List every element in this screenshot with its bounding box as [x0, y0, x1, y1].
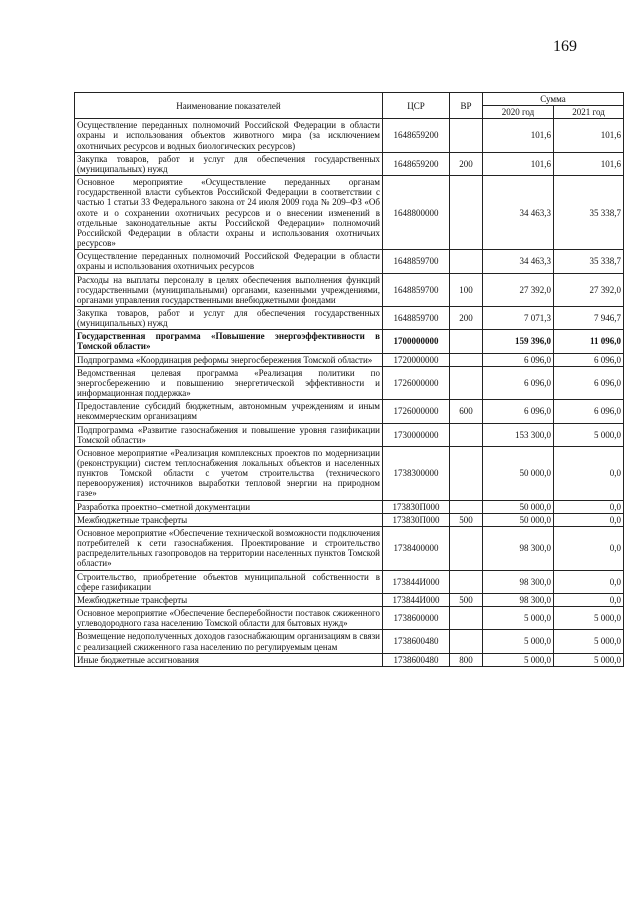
- row-name-cell: Основное мероприятие «Осуществление переданных органам государственной власти субъектов Российской Федерации в соответствии с частью 1 статьи 33 Федерального закона от 24 июля 2009 года № 209–ФЗ «Об охоте и о сохранении охотничьих ресурсов и о внесении изменений в отдельные законодательные акты Российской Федерации» полномочий Российской Федерации в области охраны и использования охотничьих ресурсов»: [75, 176, 383, 250]
- row-sum-2021-cell: 6 096,0: [554, 353, 624, 366]
- row-csr-cell: 1700000000: [383, 330, 450, 353]
- row-sum-2021-cell: 101,6: [554, 119, 624, 152]
- row-vr-cell: [450, 353, 483, 366]
- table-row: [75, 152, 624, 175]
- table-row: [75, 366, 624, 399]
- row-vr-cell: 800: [450, 653, 483, 666]
- row-sum-2020-cell: 6 096,0: [483, 400, 554, 423]
- row-csr-cell: 1648659200: [383, 152, 450, 175]
- row-vr-cell: [450, 366, 483, 399]
- row-csr-cell: 173844И000: [383, 593, 450, 606]
- row-name-cell: Разработка проектно–сметной документации: [75, 500, 383, 513]
- row-name-cell: Закупка товаров, работ и услуг для обеспечения государственных (муниципальных) нужд: [75, 306, 383, 329]
- row-sum-2021-cell: 5 000,0: [554, 423, 624, 446]
- row-name-cell: Подпрограмма «Координация реформы энергосбережения Томской области»: [75, 353, 383, 366]
- row-csr-cell: 1738300000: [383, 446, 450, 500]
- table-row: [75, 400, 624, 423]
- row-vr-cell: [450, 446, 483, 500]
- row-csr-cell: 173830П000: [383, 513, 450, 526]
- row-csr-cell: 1720000000: [383, 353, 450, 366]
- row-vr-cell: [450, 630, 483, 653]
- row-sum-2020-cell: 50 000,0: [483, 500, 554, 513]
- row-name-cell: Ведомственная целевая программа «Реализация политики по энергосбережению и повышению энергетической эффективности и информационная поддержка»: [75, 366, 383, 399]
- row-vr-cell: 200: [450, 152, 483, 175]
- row-name-cell: Расходы на выплаты персоналу в целях обеспечения выполнения функций государственными (муниципальными) органами, казенными учреждениями, органами управления государственными внебюджетными фондами: [75, 273, 383, 306]
- page-number: 169: [553, 38, 577, 55]
- table-row: [75, 273, 624, 306]
- row-vr-cell: 500: [450, 513, 483, 526]
- row-vr-cell: [450, 526, 483, 570]
- row-name-cell: Осуществление переданных полномочий Российской Федерации в области охраны и использования охотничьих ресурсов: [75, 250, 383, 273]
- row-csr-cell: 1648800000: [383, 176, 450, 250]
- row-name-cell: Иные бюджетные ассигнования: [75, 653, 383, 666]
- row-sum-2021-cell: 0,0: [554, 500, 624, 513]
- table-row: [75, 306, 624, 329]
- row-csr-cell: 173830П000: [383, 500, 450, 513]
- row-sum-2020-cell: 5 000,0: [483, 653, 554, 666]
- row-vr-cell: 600: [450, 400, 483, 423]
- row-sum-2021-cell: 5 000,0: [554, 607, 624, 630]
- table-row: [75, 500, 624, 513]
- row-vr-cell: [450, 176, 483, 250]
- row-sum-2020-cell: 7 071,3: [483, 306, 554, 329]
- row-sum-2021-cell: 0,0: [554, 446, 624, 500]
- row-sum-2020-cell: 34 463,3: [483, 250, 554, 273]
- row-vr-cell: [450, 250, 483, 273]
- row-sum-2021-cell: 5 000,0: [554, 653, 624, 666]
- row-csr-cell: 1730000000: [383, 423, 450, 446]
- table-row: [75, 526, 624, 570]
- row-vr-cell: [450, 607, 483, 630]
- table-row: [75, 593, 624, 606]
- row-sum-2021-cell: 7 946,7: [554, 306, 624, 329]
- row-sum-2020-cell: 5 000,0: [483, 607, 554, 630]
- row-vr-cell: [450, 570, 483, 593]
- row-sum-2021-cell: 6 096,0: [554, 366, 624, 399]
- row-sum-2020-cell: 153 300,0: [483, 423, 554, 446]
- row-sum-2021-cell: 11 096,0: [554, 330, 624, 353]
- row-vr-cell: [450, 500, 483, 513]
- row-sum-2020-cell: 101,6: [483, 152, 554, 175]
- row-sum-2021-cell: 5 000,0: [554, 630, 624, 653]
- row-sum-2021-cell: 35 338,7: [554, 176, 624, 250]
- budget-table: [74, 92, 624, 667]
- row-csr-cell: 1738600000: [383, 607, 450, 630]
- header-sum: Сумма: [483, 93, 624, 106]
- header-name: Наименование показателей: [75, 93, 383, 119]
- table-row: [75, 250, 624, 273]
- row-sum-2020-cell: 98 300,0: [483, 570, 554, 593]
- row-sum-2020-cell: 6 096,0: [483, 366, 554, 399]
- row-csr-cell: 1726000000: [383, 366, 450, 399]
- header-year-2020: 2020 год: [483, 106, 554, 119]
- row-name-cell: Осуществление переданных полномочий Российской Федерации в области охраны и использования объектов животного мира (за исключением охотничьих ресурсов и водных биологических ресурсов): [75, 119, 383, 152]
- row-sum-2021-cell: 6 096,0: [554, 400, 624, 423]
- row-csr-cell: 1738600480: [383, 630, 450, 653]
- row-name-cell: Подпрограмма «Развитие газоснабжения и повышение уровня газификации Томской области»: [75, 423, 383, 446]
- table-body: [75, 119, 624, 667]
- row-vr-cell: 500: [450, 593, 483, 606]
- table-row: [75, 630, 624, 653]
- row-sum-2021-cell: 0,0: [554, 570, 624, 593]
- row-name-cell: Государственная программа «Повышение энергоэффективности в Томской области»: [75, 330, 383, 353]
- row-csr-cell: 1648859700: [383, 273, 450, 306]
- row-sum-2020-cell: 27 392,0: [483, 273, 554, 306]
- row-sum-2020-cell: 50 000,0: [483, 513, 554, 526]
- row-sum-2021-cell: 0,0: [554, 526, 624, 570]
- row-name-cell: Возмещение недополученных доходов газоснабжающим организациям в связи с реализацией сжиженного газа населению по регулируемым ценам: [75, 630, 383, 653]
- table-row: [75, 423, 624, 446]
- row-sum-2020-cell: 6 096,0: [483, 353, 554, 366]
- table-row: [75, 446, 624, 500]
- row-sum-2020-cell: 5 000,0: [483, 630, 554, 653]
- row-name-cell: Межбюджетные трансферты: [75, 513, 383, 526]
- row-name-cell: Строительство, приобретение объектов муниципальной собственности в сфере газификации: [75, 570, 383, 593]
- row-vr-cell: [450, 119, 483, 152]
- row-sum-2020-cell: 50 000,0: [483, 446, 554, 500]
- row-vr-cell: [450, 330, 483, 353]
- header-vr: ВР: [450, 93, 483, 119]
- row-sum-2021-cell: 0,0: [554, 513, 624, 526]
- header-csr: ЦСР: [383, 93, 450, 119]
- row-name-cell: Предоставление субсидий бюджетным, автономным учреждениям и иным некоммерческим организациям: [75, 400, 383, 423]
- table-row: [75, 653, 624, 666]
- row-csr-cell: 1726000000: [383, 400, 450, 423]
- row-name-cell: Межбюджетные трансферты: [75, 593, 383, 606]
- row-csr-cell: 1648859700: [383, 306, 450, 329]
- table-row: [75, 353, 624, 366]
- row-sum-2020-cell: 159 396,0: [483, 330, 554, 353]
- row-csr-cell: 173844И000: [383, 570, 450, 593]
- row-sum-2020-cell: 98 300,0: [483, 593, 554, 606]
- row-sum-2020-cell: 101,6: [483, 119, 554, 152]
- table-row: [75, 607, 624, 630]
- row-sum-2020-cell: 98 300,0: [483, 526, 554, 570]
- table-row: [75, 119, 624, 152]
- table-row: [75, 330, 624, 353]
- header-year-2021: 2021 год: [554, 106, 624, 119]
- row-name-cell: Закупка товаров, работ и услуг для обеспечения государственных (муниципальных) нужд: [75, 152, 383, 175]
- row-csr-cell: 1738400000: [383, 526, 450, 570]
- row-vr-cell: [450, 423, 483, 446]
- row-sum-2021-cell: 0,0: [554, 593, 624, 606]
- table-row: [75, 570, 624, 593]
- row-csr-cell: 1648659200: [383, 119, 450, 152]
- row-csr-cell: 1738600480: [383, 653, 450, 666]
- row-vr-cell: 200: [450, 306, 483, 329]
- row-sum-2021-cell: 101,6: [554, 152, 624, 175]
- row-vr-cell: 100: [450, 273, 483, 306]
- row-sum-2020-cell: 34 463,3: [483, 176, 554, 250]
- row-name-cell: Основное мероприятие «Обеспечение технической возможности подключения потребителей к сети газоснабжения. Проектирование и строительство распределительных газопроводов на территории населенных пунктов Томской области»: [75, 526, 383, 570]
- row-sum-2021-cell: 35 338,7: [554, 250, 624, 273]
- row-sum-2021-cell: 27 392,0: [554, 273, 624, 306]
- row-name-cell: Основное мероприятие «Реализация комплексных проектов по модернизации (реконструкции) систем теплоснабжения локальных объектов и населенных пунктов Томской области с учетом строительства (технического перевооружения) источников выработки тепловой энергии на природном газе»: [75, 446, 383, 500]
- row-name-cell: Основное мероприятие «Обеспечение бесперебойности поставок сжиженного углеводородного газа населению Томской области для бытовых нужд»: [75, 607, 383, 630]
- row-csr-cell: 1648859700: [383, 250, 450, 273]
- table-row: [75, 513, 624, 526]
- table-row: [75, 176, 624, 250]
